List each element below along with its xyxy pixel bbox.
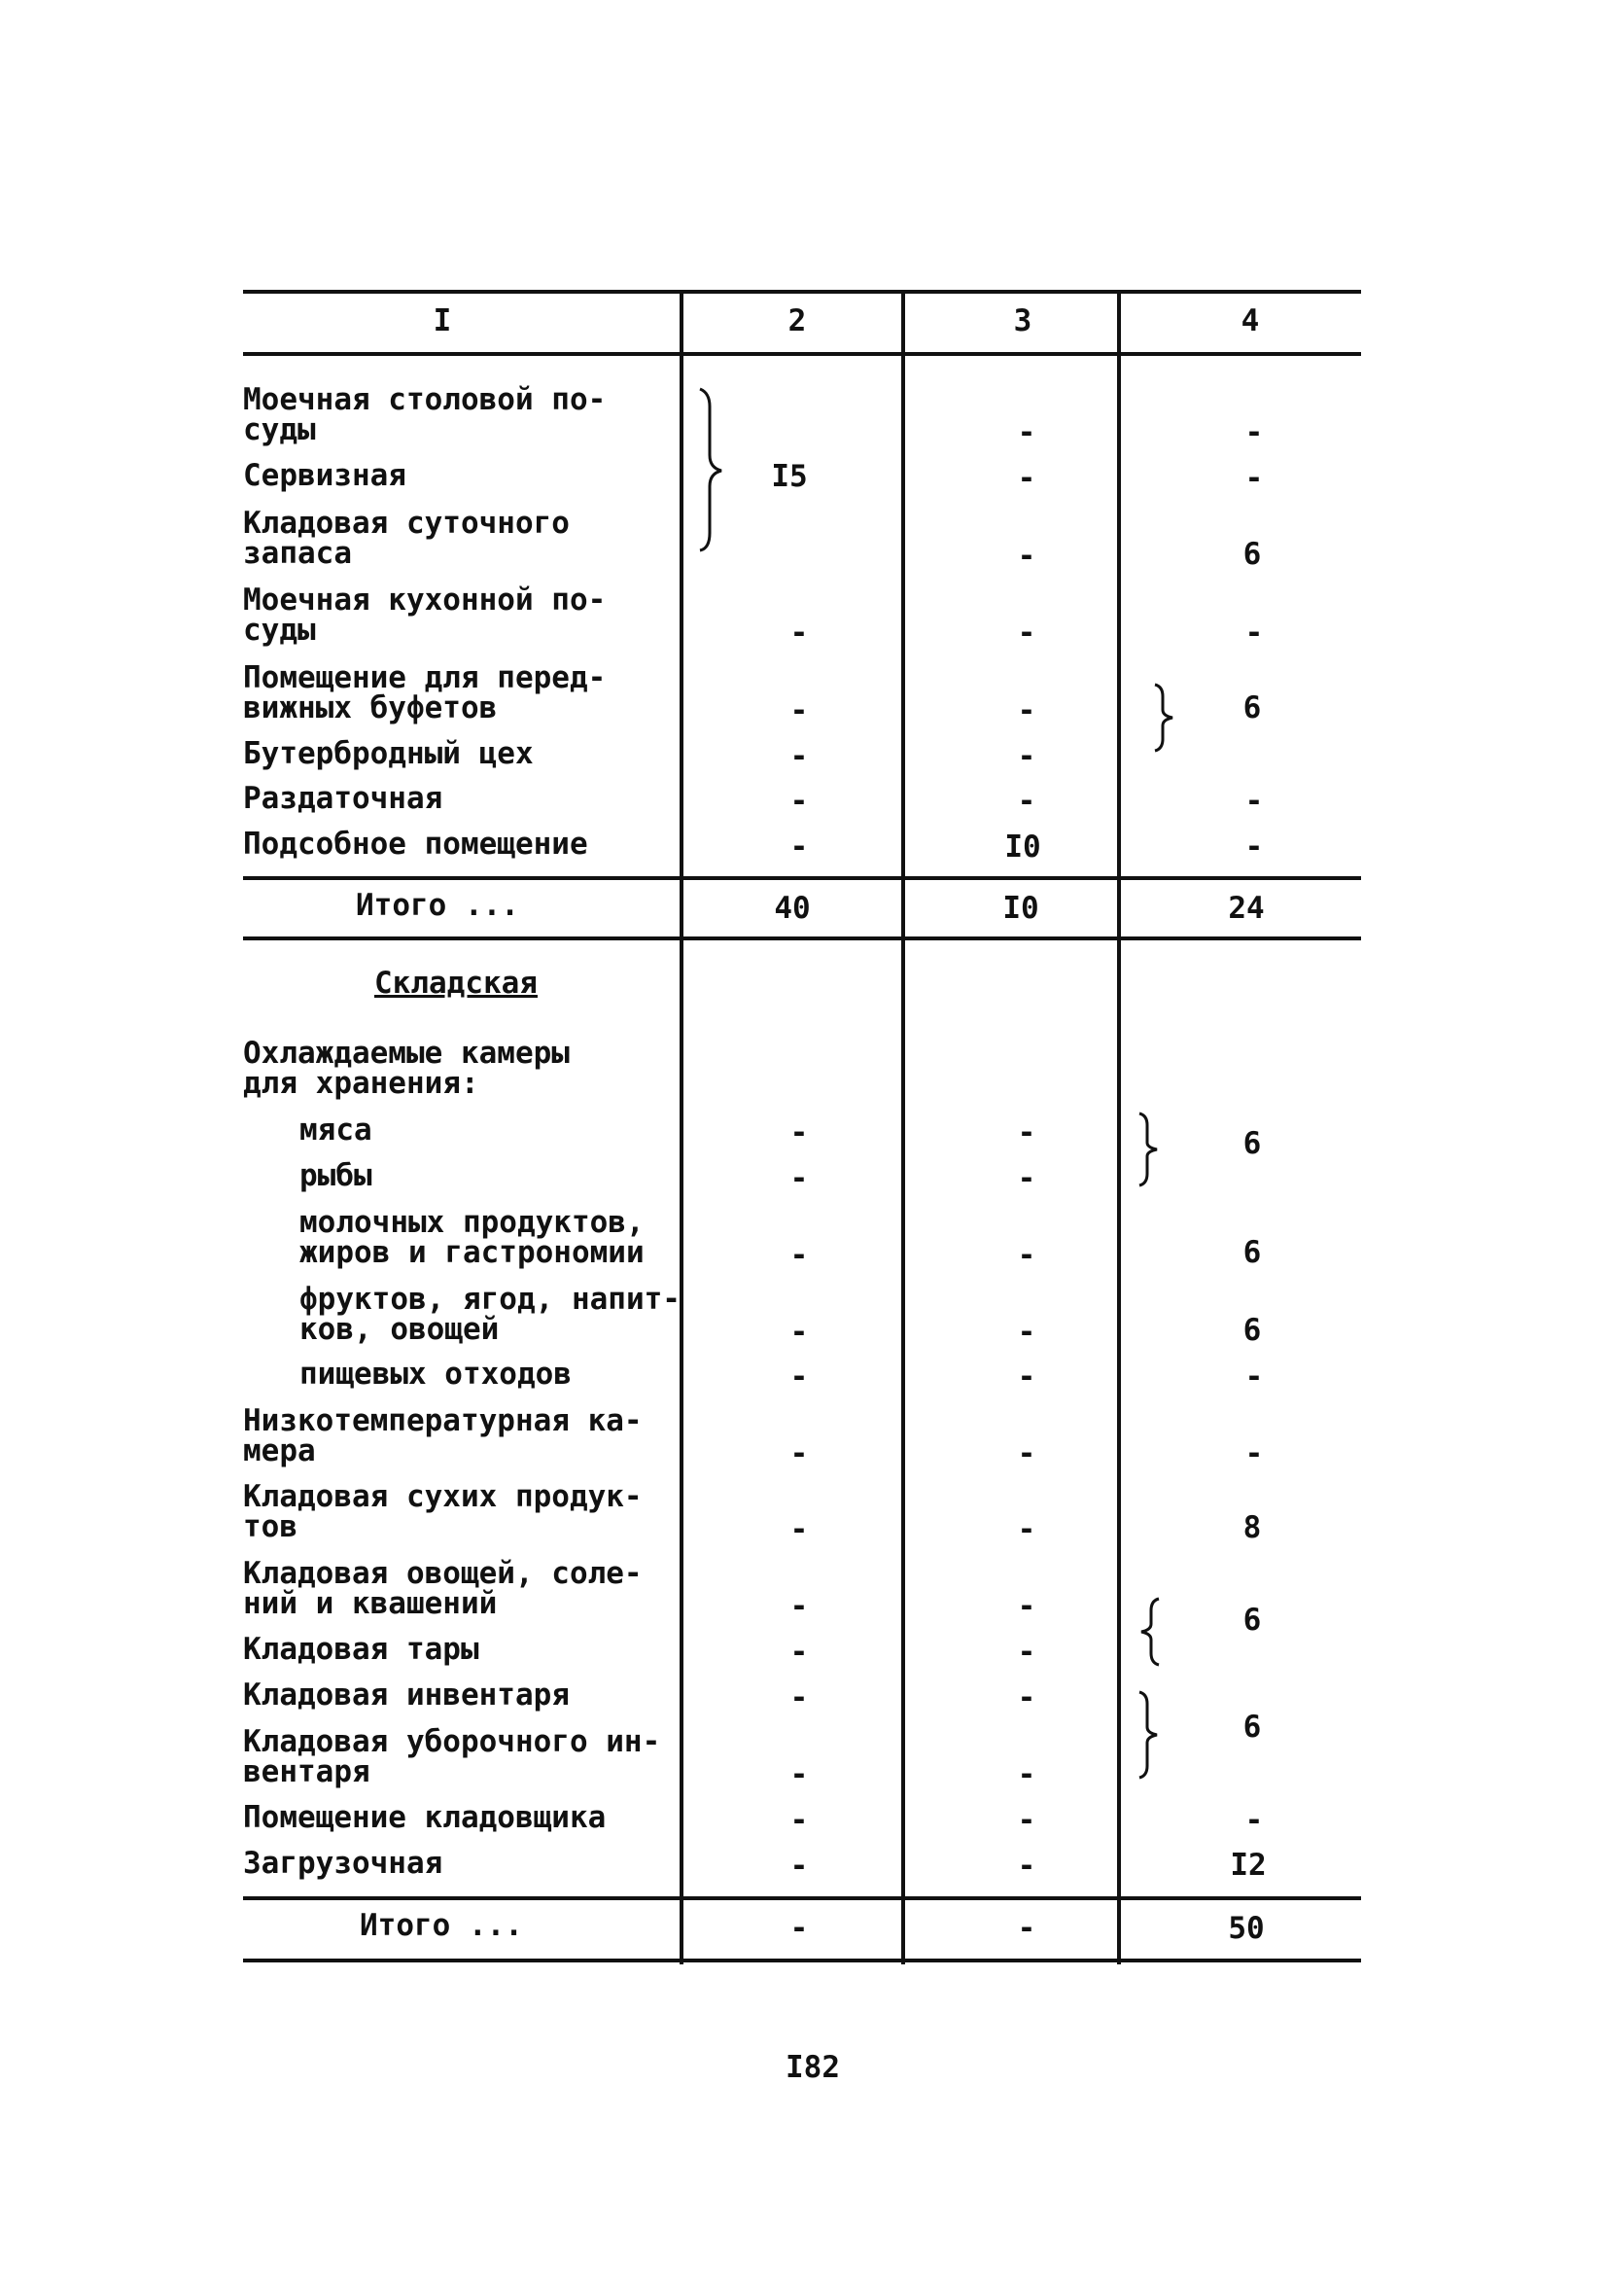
cell-value: - (1017, 1436, 1036, 1471)
cell-value: - (1017, 539, 1036, 574)
brace-icon (1153, 683, 1176, 760)
column-divider-1 (680, 290, 683, 1964)
cell-value: - (1244, 1360, 1264, 1395)
cell-value: - (1017, 1589, 1036, 1624)
total1-top-rule (243, 876, 1361, 880)
cell-value: - (1244, 616, 1264, 651)
header-col-4: 4 (1241, 303, 1260, 338)
group-value: 6 (1242, 1603, 1262, 1638)
cell-value: - (1017, 1315, 1036, 1350)
cell-value: - (1017, 1161, 1036, 1196)
cell-value: - (789, 784, 809, 819)
cell-value: 6 (1242, 1235, 1262, 1270)
group-value: I5 (771, 459, 808, 494)
cell-value: - (789, 1680, 809, 1715)
row-label: Загрузочная (243, 1846, 443, 1881)
brace-icon (1137, 1597, 1161, 1675)
cell-value: 8 (1242, 1510, 1262, 1545)
brace-icon (1137, 1112, 1161, 1195)
cell-value: - (1017, 1238, 1036, 1273)
cell-value: - (1017, 1512, 1036, 1547)
total-value: - (1017, 1911, 1036, 1946)
cell-value: - (789, 1803, 809, 1838)
cell-value: - (1017, 693, 1036, 728)
cell-value: - (1244, 461, 1264, 496)
cell-value: - (1017, 1360, 1036, 1395)
cell-value: - (789, 1115, 809, 1150)
cell-value: 6 (1242, 690, 1262, 725)
total-value: I0 (1002, 891, 1039, 926)
row-label: Сервизная (243, 458, 406, 493)
cell-value: - (1244, 415, 1264, 450)
column-divider-2 (901, 290, 905, 1964)
cell-value: - (789, 693, 809, 728)
row-label: Помещение кладовщика (243, 1800, 607, 1835)
cell-value: - (1017, 1115, 1036, 1150)
cell-value: - (1244, 1436, 1264, 1471)
row-label: Моечная столовой по- суды (243, 382, 607, 447)
cell-value: - (1017, 461, 1036, 496)
brace-icon (1137, 1690, 1161, 1787)
cell-value: I0 (1004, 830, 1041, 865)
row-label: Раздаточная (243, 781, 443, 816)
cell-value: - (1017, 1757, 1036, 1792)
total-value: 24 (1228, 891, 1265, 926)
row-label: Кладовая сухих продук- тов (243, 1479, 643, 1544)
header-col-1: I (433, 303, 452, 338)
row-label: рыбы (299, 1158, 372, 1193)
cell-value: - (789, 1512, 809, 1547)
cell-value: 6 (1242, 537, 1262, 572)
cell-value: - (1244, 830, 1264, 865)
table-bottom-rule (243, 1959, 1361, 1962)
header-col-3: 3 (1013, 303, 1032, 338)
row-label: Помещение для перед- вижных буфетов (243, 660, 607, 725)
cell-value: - (1017, 415, 1036, 450)
total-value: 50 (1228, 1911, 1265, 1946)
total-label: Итого ... (360, 1908, 523, 1943)
column-divider-3 (1117, 290, 1121, 1964)
cell-value: - (789, 1635, 809, 1670)
page-number: I82 (786, 2050, 840, 2085)
cell-value: - (1017, 1635, 1036, 1670)
cell-value: - (789, 1849, 809, 1884)
row-label: Кладовая тары (243, 1632, 479, 1667)
section-intro: Охлаждаемые камеры для хранения: (243, 1036, 570, 1101)
total-value: 40 (774, 891, 811, 926)
section-title: Складская (374, 966, 538, 1001)
row-label: фруктов, ягод, напит- ков, овощей (299, 1282, 681, 1347)
row-label: Кладовая суточного запаса (243, 506, 570, 571)
cell-value: - (789, 739, 809, 774)
cell-value: I2 (1230, 1848, 1267, 1883)
cell-value: - (1017, 784, 1036, 819)
cell-value: - (1017, 1680, 1036, 1715)
cell-value: - (1017, 739, 1036, 774)
cell-value: - (789, 1436, 809, 1471)
cell-value: - (1017, 1803, 1036, 1838)
total2-top-rule (243, 1896, 1361, 1900)
row-label: Кладовая овощей, соле- ний и квашений (243, 1556, 643, 1621)
cell-value: - (1244, 784, 1264, 819)
row-label: Подсобное помещение (243, 827, 588, 862)
cell-value: - (1244, 1803, 1264, 1838)
row-label: Моечная кухонной по- суды (243, 583, 607, 648)
cell-value: - (789, 1589, 809, 1624)
cell-value: - (1017, 1849, 1036, 1884)
cell-value: - (789, 1238, 809, 1273)
cell-value: - (1017, 616, 1036, 651)
brace-icon (696, 387, 725, 560)
row-label: Кладовая уборочного ин- вентаря (243, 1724, 661, 1789)
group-value: 6 (1242, 1126, 1262, 1161)
total-value: - (789, 1911, 809, 1946)
header-bottom-rule (243, 352, 1361, 356)
cell-value: - (789, 1757, 809, 1792)
row-label: Бутербродный цех (243, 736, 534, 771)
row-label: мяса (299, 1113, 372, 1148)
cell-value: - (789, 830, 809, 865)
cell-value: - (789, 616, 809, 651)
total1-bottom-rule (243, 936, 1361, 940)
group-value: 6 (1242, 1710, 1262, 1745)
cell-value: - (789, 1161, 809, 1196)
cell-value: - (789, 1315, 809, 1350)
cell-value: 6 (1242, 1313, 1262, 1348)
row-label: Низкотемпературная ка- мера (243, 1403, 643, 1468)
row-label: молочных продуктов, жиров и гастрономии (299, 1205, 645, 1270)
row-label: Кладовая инвентаря (243, 1678, 570, 1713)
header-col-2: 2 (787, 303, 807, 338)
cell-value: - (789, 1360, 809, 1395)
total-label: Итого ... (356, 888, 519, 923)
table-top-rule (243, 290, 1361, 294)
row-label: пищевых отходов (299, 1357, 572, 1392)
